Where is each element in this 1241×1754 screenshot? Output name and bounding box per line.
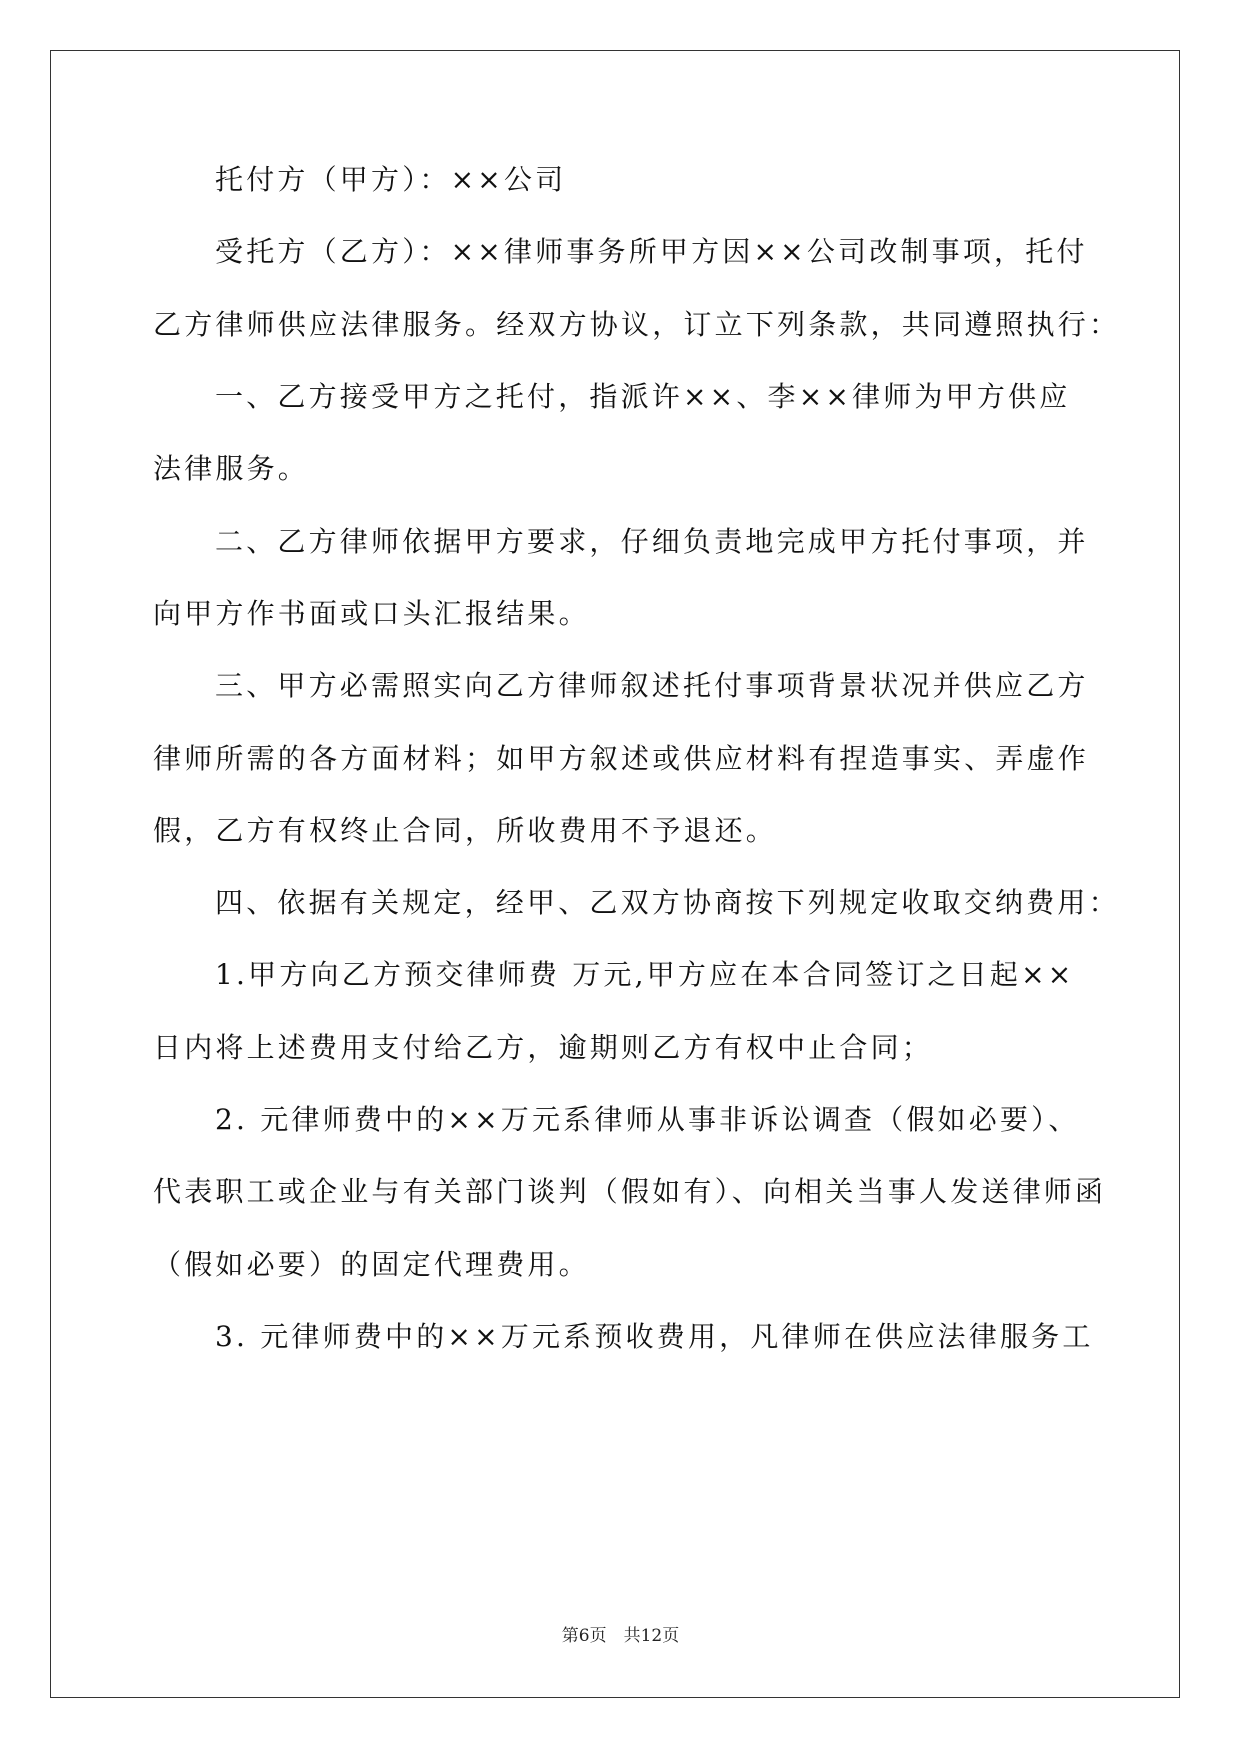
text-line: 四、依据有关规定，经甲、乙双方协商按下列规定收取交纳费用：	[215, 886, 1120, 919]
text-line: 一、乙方接受甲方之托付，指派许××、李××律师为甲方供应	[215, 380, 1071, 413]
text-line: 假，乙方有权终止合同，所收费用不予退还。	[153, 814, 778, 847]
text-line: 3. 元律师费中的××万元系预收费用，凡律师在供应法律服务工	[215, 1320, 1094, 1353]
text-line: 1.甲方向乙方预交律师费 万元,甲方应在本合同签订之日起××	[215, 958, 1075, 991]
page-border	[50, 50, 1180, 1698]
text-line: 向甲方作书面或口头汇报结果。	[153, 597, 590, 630]
text-line: 受托方（乙方）：××律师事务所甲方因××公司改制事项，托付	[215, 235, 1088, 268]
text-line: 托付方（甲方）：××公司	[215, 163, 567, 196]
text-line: 三、甲方必需照实向乙方律师叙述托付事项背景状况并供应乙方	[215, 669, 1089, 702]
text-line: （假如必要）的固定代理费用。	[153, 1248, 590, 1281]
text-line: 代表职工或企业与有关部门谈判（假如有）、向相关当事人发送律师函	[153, 1175, 1107, 1208]
page-number-label: 第6页 共12页	[561, 1626, 680, 1646]
text-line: 二、乙方律师依据甲方要求，仔细负责地完成甲方托付事项，并	[215, 525, 1089, 558]
text-line: 乙方律师供应法律服务。经双方协议，订立下列条款，共同遵照执行：	[153, 308, 1121, 341]
page-number	[0, 1624, 1241, 1648]
text-line: 律师所需的各方面材料；如甲方叙述或供应材料有捏造事实、弄虚作	[153, 742, 1090, 775]
text-line: 2. 元律师费中的××万元系律师从事非诉讼调查（假如必要）、	[215, 1103, 1080, 1136]
text-line: 法律服务。	[153, 452, 310, 485]
text-line: 日内将上述费用支付给乙方，逾期则乙方有权中止合同；	[153, 1031, 934, 1064]
